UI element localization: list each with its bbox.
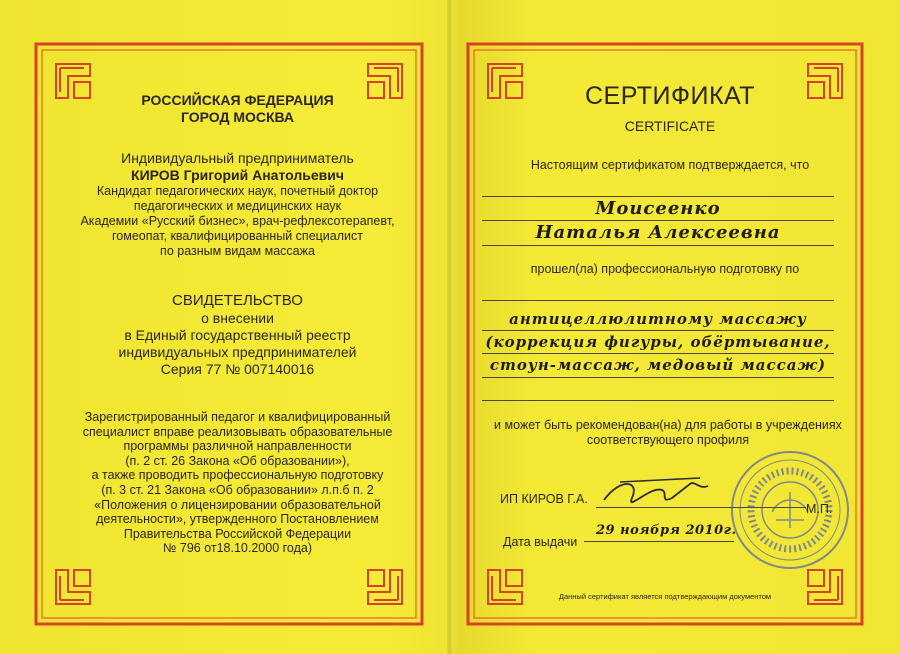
registration-line: в Единый государственный реестр (124, 327, 351, 343)
certificate-subtitle: CERTIFICATE (624, 118, 716, 134)
credentials-line: по разным видам массажа (160, 244, 315, 258)
course-line: антицеллюлитному массажу (509, 310, 807, 328)
underline (482, 220, 834, 221)
issue-date: 29 ноября 2010г. (596, 523, 737, 538)
signature (604, 483, 708, 502)
legal-line: № 796 от18.10.2000 года) (162, 541, 313, 556)
underline (482, 196, 834, 197)
registration-block (60, 292, 415, 378)
stamp-label: М.П. (806, 502, 833, 516)
date-label: Дата выдачи (503, 535, 578, 549)
intro-text: Настоящим сертификатом подтверждается, что (530, 158, 810, 172)
training-intro: прошел(ла) профессиональную подготовку по (530, 262, 800, 276)
underline (482, 245, 834, 246)
legal-line: Зарегистрированный педагог и квалифицированный (84, 410, 391, 424)
legal-line: программы различной направленности (123, 439, 352, 454)
signature-line (596, 507, 806, 508)
underline (482, 400, 834, 401)
credentials-line: Кандидат педагогических наук, почетный доктор (96, 184, 379, 198)
recipient-surname: Моисеенко (595, 198, 721, 219)
underline (482, 330, 834, 331)
credentials-line: гомеопат, квалифицированный специалист (112, 229, 363, 243)
legal-line: а также проводить профессиональную подготовку (91, 468, 384, 483)
recommendation-line: соответствующего профиля (586, 433, 750, 447)
legal-line: (п. 2 ст. 26 Закона «Об образовании»), (125, 453, 350, 468)
footer-note: Данный сертификат является подтверждающим документом (558, 592, 772, 601)
registration-number: Серия 77 № 007140016 (160, 361, 315, 377)
registration-line: индивидуальных предпринимателей (118, 344, 357, 360)
country-heading: РОССИЙСКАЯ ФЕДЕРАЦИЯ (141, 92, 334, 108)
underline (482, 300, 834, 301)
legal-line: Правительства Российской Федерации (123, 526, 352, 541)
recommendation-line: и может быть рекомендован(на) для работы в учреждениях (494, 418, 842, 432)
certificate-title: СЕРТИФИКАТ (584, 82, 756, 110)
issuer-label: ИП КИРОВ Г.А. (500, 492, 588, 506)
entrepreneur-title: Индивидуальный предприниматель (121, 150, 354, 166)
course-line: (коррекция фигуры, обёртывание, (485, 333, 831, 351)
underline (482, 377, 834, 378)
course-line: стоун-массаж, медовый массаж) (489, 356, 827, 374)
credentials-line: педагогических и медицинских наук (133, 199, 342, 213)
entrepreneur-block (60, 150, 415, 259)
underline (482, 353, 834, 354)
legal-line: деятельности», утвержденного Постановлением (96, 512, 379, 527)
date-line (584, 541, 734, 542)
entrepreneur-name: КИРОВ Григорий Анатольевич (131, 167, 344, 183)
registration-line: о внесении (201, 310, 274, 326)
legal-line: «Положения о лицензировании образовательной (94, 497, 381, 512)
registration-heading: СВИДЕТЕЛЬСТВО (172, 292, 303, 309)
left-header (60, 92, 415, 126)
legal-text-block (60, 410, 415, 556)
credentials-line: Академии «Русский бизнес», врач-рефлексотерапевт, (80, 214, 395, 228)
legal-line: (п. 3 ст. 21 Закона «Об образовании» л.п.б п. 2 (101, 482, 374, 497)
city-heading: ГОРОД МОСКВА (180, 109, 295, 125)
legal-line: специалист вправе реализовывать образовательные (82, 424, 393, 439)
recipient-given-names: Наталья Алексеевна (535, 222, 781, 243)
